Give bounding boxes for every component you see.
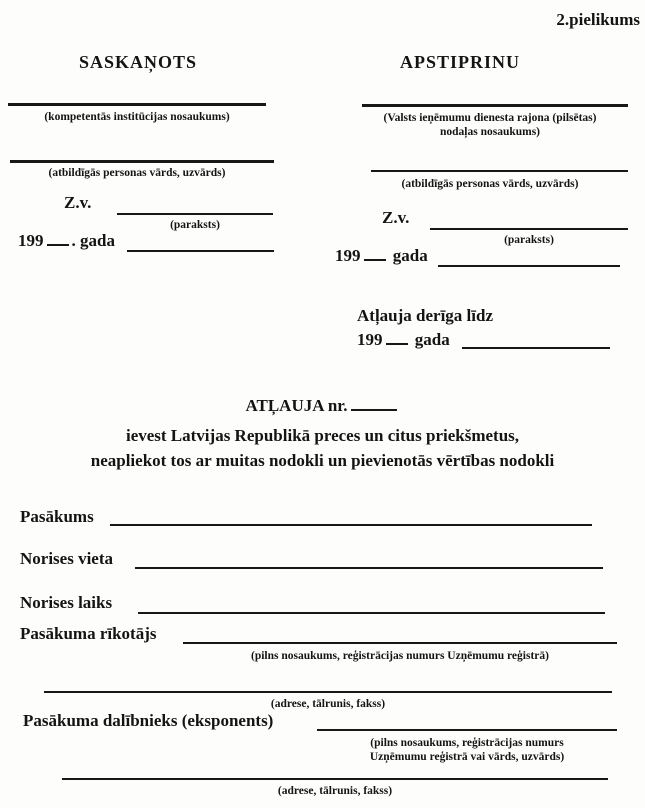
right-year-prefix: 199	[335, 246, 361, 265]
left-year-blank	[47, 242, 69, 246]
right-year-row	[335, 246, 428, 266]
event-field-label: Pasākums	[20, 507, 94, 526]
appendix-label: 2.pielikums	[556, 10, 640, 29]
left-seal-label: Z.v.	[64, 193, 92, 212]
right-year-blank	[364, 257, 386, 261]
time-field-line	[138, 612, 605, 614]
participant-field-label: Pasākuma dalībnieks (eksponents)	[23, 711, 274, 730]
left-date-line	[127, 250, 274, 252]
organizer-address-line	[44, 691, 612, 693]
left-institution-blank-line	[8, 103, 266, 106]
right-person-blank-line	[371, 170, 628, 172]
right-office-caption-line1: (Valsts ieņēmumu dienesta rajona (pilsētas)	[383, 112, 597, 124]
right-signature-line	[430, 228, 628, 230]
time-field-label: Norises laiks	[20, 593, 113, 612]
right-signature-caption: (paraksts)	[504, 234, 554, 246]
right-date-line	[438, 265, 620, 267]
left-year-prefix: 199	[18, 231, 44, 250]
left-year-suffix: . gada	[71, 231, 115, 250]
left-person-caption: (atbildīgās personas vārds, uzvārds)	[48, 167, 226, 179]
validity-year-suffix: gada	[410, 330, 450, 349]
right-seal-label: Z.v.	[382, 208, 410, 227]
participant-caption	[317, 736, 617, 764]
left-signature-caption: (paraksts)	[170, 219, 220, 231]
right-office-caption-line2: nodaļas nosaukums)	[439, 126, 541, 138]
organizer-address-caption: (adrese, tālrunis, fakss)	[270, 698, 386, 710]
validity-date-line	[462, 347, 610, 349]
validity-year-prefix: 199	[357, 330, 383, 349]
right-person-caption: (atbildīgās personas vārds, uzvārds)	[401, 178, 579, 190]
right-year-suffix: gada	[388, 246, 428, 265]
participant-address-caption: (adrese, tālrunis, fakss)	[277, 785, 393, 797]
participant-field-line	[317, 729, 617, 731]
validity-label: Atļauja derīga līdz	[357, 306, 493, 325]
participant-caption-line2: Uzņēmumu reģistrā vai vārds, uzvārds)	[369, 751, 565, 763]
organizer-field-label: Pasākuma rīkotājs	[20, 624, 157, 643]
right-approval-title: APSTIPRINU	[399, 52, 520, 72]
right-office-blank-line	[362, 104, 628, 107]
left-year-row	[18, 231, 115, 251]
permit-title-line3: neapliekot tos ar muitas nodokli un pievienotās vērtības nodokli	[90, 451, 555, 470]
organizer-field-line	[183, 642, 617, 644]
permit-title-prefix: ATĻAUJA nr.	[245, 396, 348, 415]
left-institution-caption: (kompetentās institūcijas nosaukums)	[44, 111, 230, 123]
right-office-caption	[340, 111, 640, 139]
participant-address-line	[62, 778, 608, 780]
event-field-line	[110, 524, 592, 526]
venue-field-line	[135, 567, 603, 569]
organizer-caption: (pilns nosaukums, reģistrācijas numurs Uzņēmumu reģistrā)	[251, 650, 549, 662]
permit-title-row	[0, 396, 645, 416]
participant-caption-line1: (pilns nosaukums, reģistrācijas numurs	[370, 737, 564, 749]
validity-year-blank	[386, 341, 408, 345]
permit-number-blank	[351, 407, 397, 411]
validity-year-row	[357, 330, 450, 350]
left-signature-line	[117, 213, 273, 215]
left-person-blank-line	[10, 160, 274, 163]
permit-title-line2: ievest Latvijas Republikā preces un citus priekšmetus,	[125, 426, 520, 445]
venue-field-label: Norises vieta	[20, 549, 114, 568]
left-approval-title: SASKAŅOTS	[78, 52, 198, 72]
